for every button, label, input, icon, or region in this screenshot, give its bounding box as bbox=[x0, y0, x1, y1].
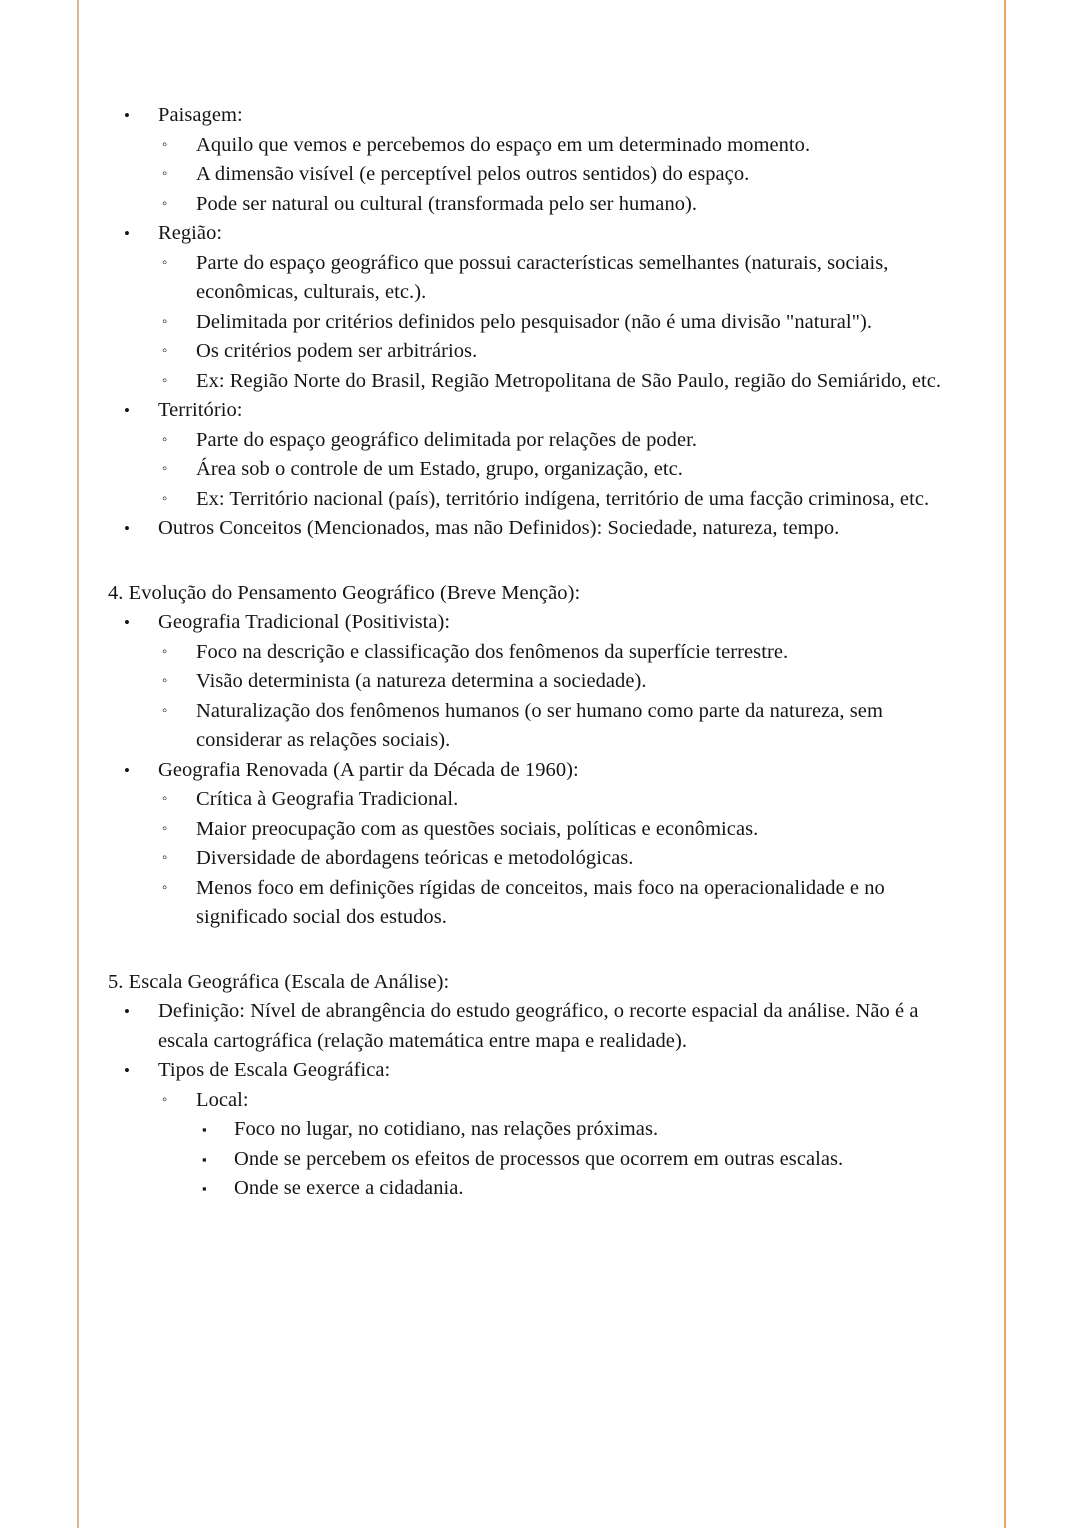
outline-item-text: Região: bbox=[158, 222, 223, 244]
outline-item bbox=[124, 997, 970, 1056]
document-content bbox=[108, 101, 970, 1204]
outline-item bbox=[162, 367, 970, 397]
outline-item bbox=[200, 1115, 970, 1145]
bullet-circle-icon: ◦ bbox=[162, 461, 168, 477]
outline-item-text: Foco na descrição e classificação dos fenômenos da superfície terrestre. bbox=[196, 640, 789, 663]
bullet-disc-icon: • bbox=[124, 519, 131, 538]
bullet-square-icon: ▪ bbox=[202, 1181, 207, 1196]
bullet-circle-icon: ◦ bbox=[162, 166, 168, 182]
outline-item-text: Ex: Região Norte do Brasil, Região Metropolitana de São Paulo, região do Semiárido, etc. bbox=[196, 369, 942, 392]
outline-item-text: Naturalização dos fenômenos humanos (o ser humano como parte da natureza, sem considerar as relações sociais). bbox=[196, 699, 883, 751]
outline-item bbox=[162, 874, 970, 933]
outline-item-text: Geografia Renovada (A partir da Década de 1960): bbox=[158, 758, 579, 781]
outline-item bbox=[162, 455, 970, 485]
outline-item-text: Definição: Nível de abrangência do estudo geográfico, o recorte espacial da análise. Não é a escala cartográfica (relação matemática entre mapa e realidade). bbox=[158, 1000, 919, 1052]
outline-item-text: A dimensão visível (e perceptível pelos outros sentidos) do espaço. bbox=[196, 163, 750, 185]
outline-item-text: Menos foco em definições rígidas de conceitos, mais foco na operacionalidade e no significado social dos estudos. bbox=[196, 876, 885, 928]
bullet-circle-icon: ◦ bbox=[162, 879, 168, 896]
outline-item-text: Geografia Tradicional (Positivista): bbox=[158, 611, 451, 633]
section-spacer bbox=[108, 544, 970, 579]
bullet-circle-icon: ◦ bbox=[162, 850, 168, 866]
section-heading-secao-5: 5. Escala Geográfica (Escala de Análise): bbox=[108, 970, 450, 993]
outline-list-secao-5 bbox=[108, 997, 970, 1204]
bullet-disc-icon: • bbox=[124, 401, 131, 420]
outline-item bbox=[124, 514, 970, 544]
outline-item-text: Onde se exerce a cidadania. bbox=[234, 1177, 464, 1199]
outline-item-text: Território: bbox=[158, 399, 243, 421]
bullet-circle-icon: ◦ bbox=[162, 791, 168, 807]
outline-item bbox=[162, 131, 970, 161]
outline-item bbox=[162, 190, 970, 220]
section-heading-secao-4: 4. Evolução do Pensamento Geográfico (Breve Menção): bbox=[108, 581, 581, 604]
outline-item-text: Outros Conceitos (Mencionados, mas não Definidos): Sociedade, natureza, tempo. bbox=[158, 517, 840, 539]
outline-item-text: Tipos de Escala Geográfica: bbox=[158, 1059, 391, 1081]
outline-item bbox=[162, 638, 970, 668]
outline-item-text: Crítica à Geografia Tradicional. bbox=[196, 788, 459, 810]
bullet-circle-icon: ◦ bbox=[162, 195, 168, 212]
bullet-circle-icon: ◦ bbox=[162, 702, 168, 719]
outline-item-text: Onde se percebem os efeitos de processos que ocorrem em outras escalas. bbox=[234, 1147, 844, 1170]
bullet-square-icon: ▪ bbox=[202, 1122, 207, 1137]
outline-item bbox=[162, 844, 970, 874]
bullet-circle-icon: ◦ bbox=[162, 1091, 168, 1108]
bullet-disc-icon: • bbox=[124, 106, 131, 125]
outline-item-text: Delimitada por critérios definidos pelo pesquisador (não é uma divisão "natural"). bbox=[196, 310, 873, 333]
outline-item bbox=[124, 101, 970, 131]
outline-item bbox=[162, 308, 970, 338]
outline-item bbox=[200, 1174, 970, 1204]
bullet-disc-icon: • bbox=[124, 224, 131, 243]
outline-item-text: Parte do espaço geográfico que possui características semelhantes (naturais, sociais, econômicas, culturais, etc.). bbox=[196, 251, 889, 303]
bullet-circle-icon: ◦ bbox=[162, 343, 168, 359]
left-margin-rule bbox=[77, 0, 79, 1528]
outline-item bbox=[162, 485, 970, 515]
outline-item-text: Pode ser natural ou cultural (transformada pelo ser humano). bbox=[196, 192, 698, 215]
outline-list-secao-4 bbox=[108, 608, 970, 933]
outline-item bbox=[162, 160, 970, 190]
outline-item-text: Parte do espaço geográfico delimitada por relações de poder. bbox=[196, 428, 698, 451]
outline-item-text: Área sob o controle de um Estado, grupo, organização, etc. bbox=[196, 458, 683, 480]
section-spacer bbox=[108, 933, 970, 968]
outline-item bbox=[162, 426, 970, 456]
outline-item-text: Foco no lugar, no cotidiano, nas relações próximas. bbox=[234, 1118, 659, 1140]
bullet-circle-icon: ◦ bbox=[162, 372, 168, 389]
bullet-circle-icon: ◦ bbox=[162, 254, 168, 271]
outline-item-text: Visão determinista (a natureza determina a sociedade). bbox=[196, 670, 647, 692]
outline-item-text: Diversidade de abordagens teóricas e metodológicas. bbox=[196, 847, 634, 869]
outline-item bbox=[162, 667, 970, 697]
outline-item-text: Os critérios podem ser arbitrários. bbox=[196, 340, 478, 362]
outline-item-text: Aquilo que vemos e percebemos do espaço em um determinado momento. bbox=[196, 133, 811, 156]
outline-item bbox=[162, 815, 970, 845]
outline-item bbox=[162, 249, 970, 308]
outline-item bbox=[124, 608, 970, 638]
outline-item bbox=[200, 1145, 970, 1175]
bullet-circle-icon: ◦ bbox=[162, 490, 168, 507]
bullet-circle-icon: ◦ bbox=[162, 313, 168, 330]
outline-item bbox=[162, 337, 970, 367]
bullet-square-icon: ▪ bbox=[202, 1151, 207, 1167]
bullet-circle-icon: ◦ bbox=[162, 136, 168, 153]
outline-item bbox=[124, 1056, 970, 1086]
outline-item-text: Maior preocupação com as questões sociais, políticas e econômicas. bbox=[196, 817, 759, 840]
outline-item-text: Ex: Território nacional (país), território indígena, território de uma facção criminosa, etc. bbox=[196, 487, 930, 510]
outline-item-text: Paisagem: bbox=[158, 104, 243, 126]
bullet-disc-icon: • bbox=[124, 1061, 131, 1080]
outline-item bbox=[124, 756, 970, 786]
outline-item bbox=[162, 697, 970, 756]
outline-list-paisagem bbox=[108, 101, 970, 544]
bullet-circle-icon: ◦ bbox=[162, 431, 168, 448]
bullet-disc-icon: • bbox=[124, 1002, 131, 1021]
bullet-circle-icon: ◦ bbox=[162, 673, 168, 689]
outline-item-text: Local: bbox=[196, 1088, 249, 1111]
bullet-disc-icon: • bbox=[124, 613, 131, 632]
right-margin-rule bbox=[1004, 0, 1006, 1528]
outline-item bbox=[162, 1086, 970, 1116]
bullet-disc-icon: • bbox=[124, 760, 131, 780]
outline-item bbox=[124, 219, 970, 249]
bullet-circle-icon: ◦ bbox=[162, 820, 168, 837]
outline-item bbox=[124, 396, 970, 426]
outline-item bbox=[162, 785, 970, 815]
bullet-circle-icon: ◦ bbox=[162, 643, 168, 660]
